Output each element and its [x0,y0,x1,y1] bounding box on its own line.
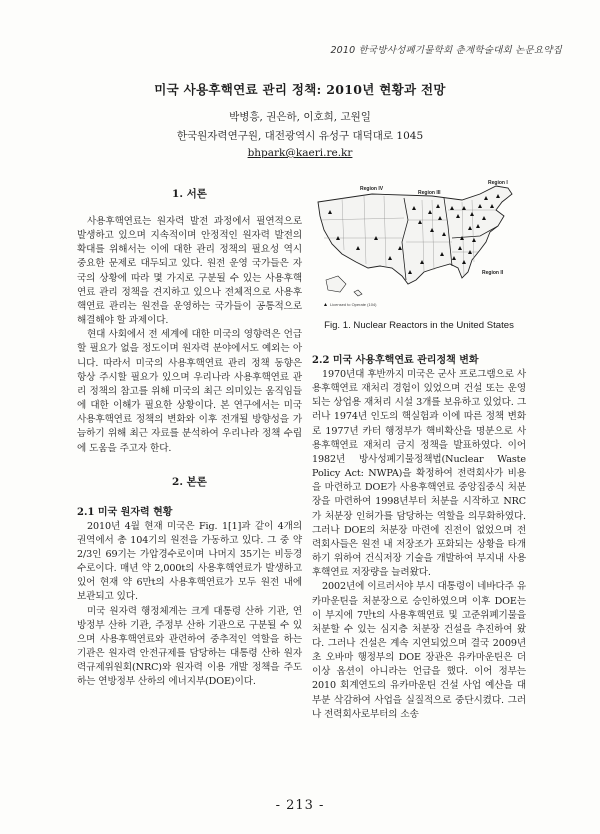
subsection-heading-us-nuclear-status: 2.1 미국 원자력 현황 [77,506,173,518]
region-label: Region IV [360,186,384,192]
paper-affiliation: 한국원자력연구원, 대전광역시 유성구 대덕대로 1045 [176,130,424,142]
figure-caption: Fig. 1. Nuclear Reactors in the United States [324,320,514,331]
paper-authors: 박병흥, 권은하, 이호희, 고원일 [229,111,371,123]
intro-paragraph: 현대 사회에서 전 세계에 대한 미국의 영향력은 언급할 필요가 없을 정도이며 원자력 분야에서도 예외는 아니다. 따라서 미국의 사용후핵연료 관리 정책 동향은 항상 주시할 필요가 있으며 우리나라 사용후핵연료 관리 정책의 참고를 위해 미국의 최근 의미있는 움직임들에 대한 이해가 필요한 상황이다. 본 연구에서는 미국 사용후핵연료 정책의 변화와 이후 전개될 방향성을 가늠하기 위해 최근 자료를 분석하여 우리나라 정책 수립에 도움을 주고자 한다. [77,329,302,454]
subsection-heading-policy-change: 2.2 미국 사용후핵연료 관리정책 변화 [312,355,479,366]
intro-paragraph: 사용후핵연료는 원자력 발전 과정에서 필연적으로 발생하고 있으며 지속적이며 안정적인 원자력 발전의 확대를 위해서는 이에 대한 관리 정책의 필요성 역시 중요한 문제로 대두되고 있다. 원전 운영 국가들은 자국의 상황에 따라 몇 가지로 구분될 수 있는 사용후핵연료 관리 정책을 견지하고 있으나 전체적으로 사용후핵연료 관리는 원전을 운영하는 국가들이 공통적으로 해결해야 할 과제이다. [77,216,302,327]
left-column [77,186,302,690]
right-column [312,180,526,722]
section-heading-intro: 1. 서론 [172,188,207,200]
paper-title: 미국 사용후핵연료 관리 정책: 2010년 현황과 전망 [154,82,446,97]
us-reactor-map-figure [312,180,526,312]
map-legend: Licensed to Operate (104) [330,302,377,307]
body-paragraph: 2002년에 이르러서야 부시 대통령이 네바다주 유카마운틴을 처분장으로 승인하였으며 이후 DOE는 이 부지에 7만t의 사용후핵연료 및 고준위폐기물을 처분할 수 있는 심지층 처분장 건설을 추진하여 왔다. 그러나 건설은 계속 지연되었으며 결국 2009년 초 오바마 행정부의 DOE 장관은 유카마운틴은 더 이상 옵션이 아니라는 언급을 했다. 이어 정부는 2010 회계연도의 유카마운틴 건설 사업 예산을 대부분 삭감하여 사업을 실질적으로 중단시켰다. 그러나 전력회사로부터의 소송 [312,581,526,720]
region-label: Region II [482,270,504,276]
body-paragraph: 1970년대 후반까지 미국은 군사 프로그램으로 사용후핵연료 재처리 경험이 있었으며 건설 또는 운영되는 상업용 재처리 시설 3개를 보유하고 있었다. 그러나 1974년 인도의 핵실험과 이에 따른 정책 변화로 1977년 카터 행정부가 핵비확산을 명분으로 사용후핵연료 재처리 금지 정책을 발표하였다. 이어 1982년 방사성폐기물정책법(Nuclear Waste Policy Act: NWPA)을 확정하여 전력회사가 비용을 마련하고 DOE가 사용후핵연료 중앙집중식 처분장을 마련하여 1998년부터 처분을 시작하고 NRC가 처분장 인허가를 담당하는 역할을 의무화하였다. 그러나 DOE의 처분장 마련에 진전이 없었으며 전력회사들은 원전 내 저장조가 포화되는 상황을 타개하기 위하여 건식저장 기술을 개발하여 부지내 사용후핵연료 저장량을 늘려왔다. [312,369,526,579]
region-label: Region III [418,190,441,196]
running-header: 2010 한국방사성폐기물학회 춘계학술대회 논문요약집 [330,45,562,56]
body-paragraph: 미국 원자력 행정체계는 크게 대통령 산하 기관, 연방정부 산하 기관, 주정부 산하 기관으로 구분될 수 있으며 사용후핵연료와 관련하여 중추적인 역할을 하는 기관은 원자력 안전규제를 담당하는 대통령 산하 원자력규제위원회(NRC)와 원자력 이용 개발 정책을 주도하는 연방정부 산하의 에너지부(DOE)이다. [77,605,302,688]
section-heading-body: 2. 본론 [172,475,207,488]
author-email-link[interactable]: bhpark@kaeri.re.kr [247,147,353,159]
us-reactor-map [312,180,526,312]
page-number: - 213 - [275,798,325,813]
body-paragraph: 2010년 4월 현재 미국은 Fig. 1[1]과 같이 4개의 권역에서 총 104기의 원전을 가동하고 있다. 그 중 약 2/3인 69기는 가압경수로이며 나머지 35기는 비등경수로이다. 매년 약 2,000t의 사용후핵연료가 발생하고 있어 현재 약 6만t의 사용후핵연료가 모두 원전 내에 보관되고 있다. [77,520,302,603]
region-label: Region I [488,180,508,186]
